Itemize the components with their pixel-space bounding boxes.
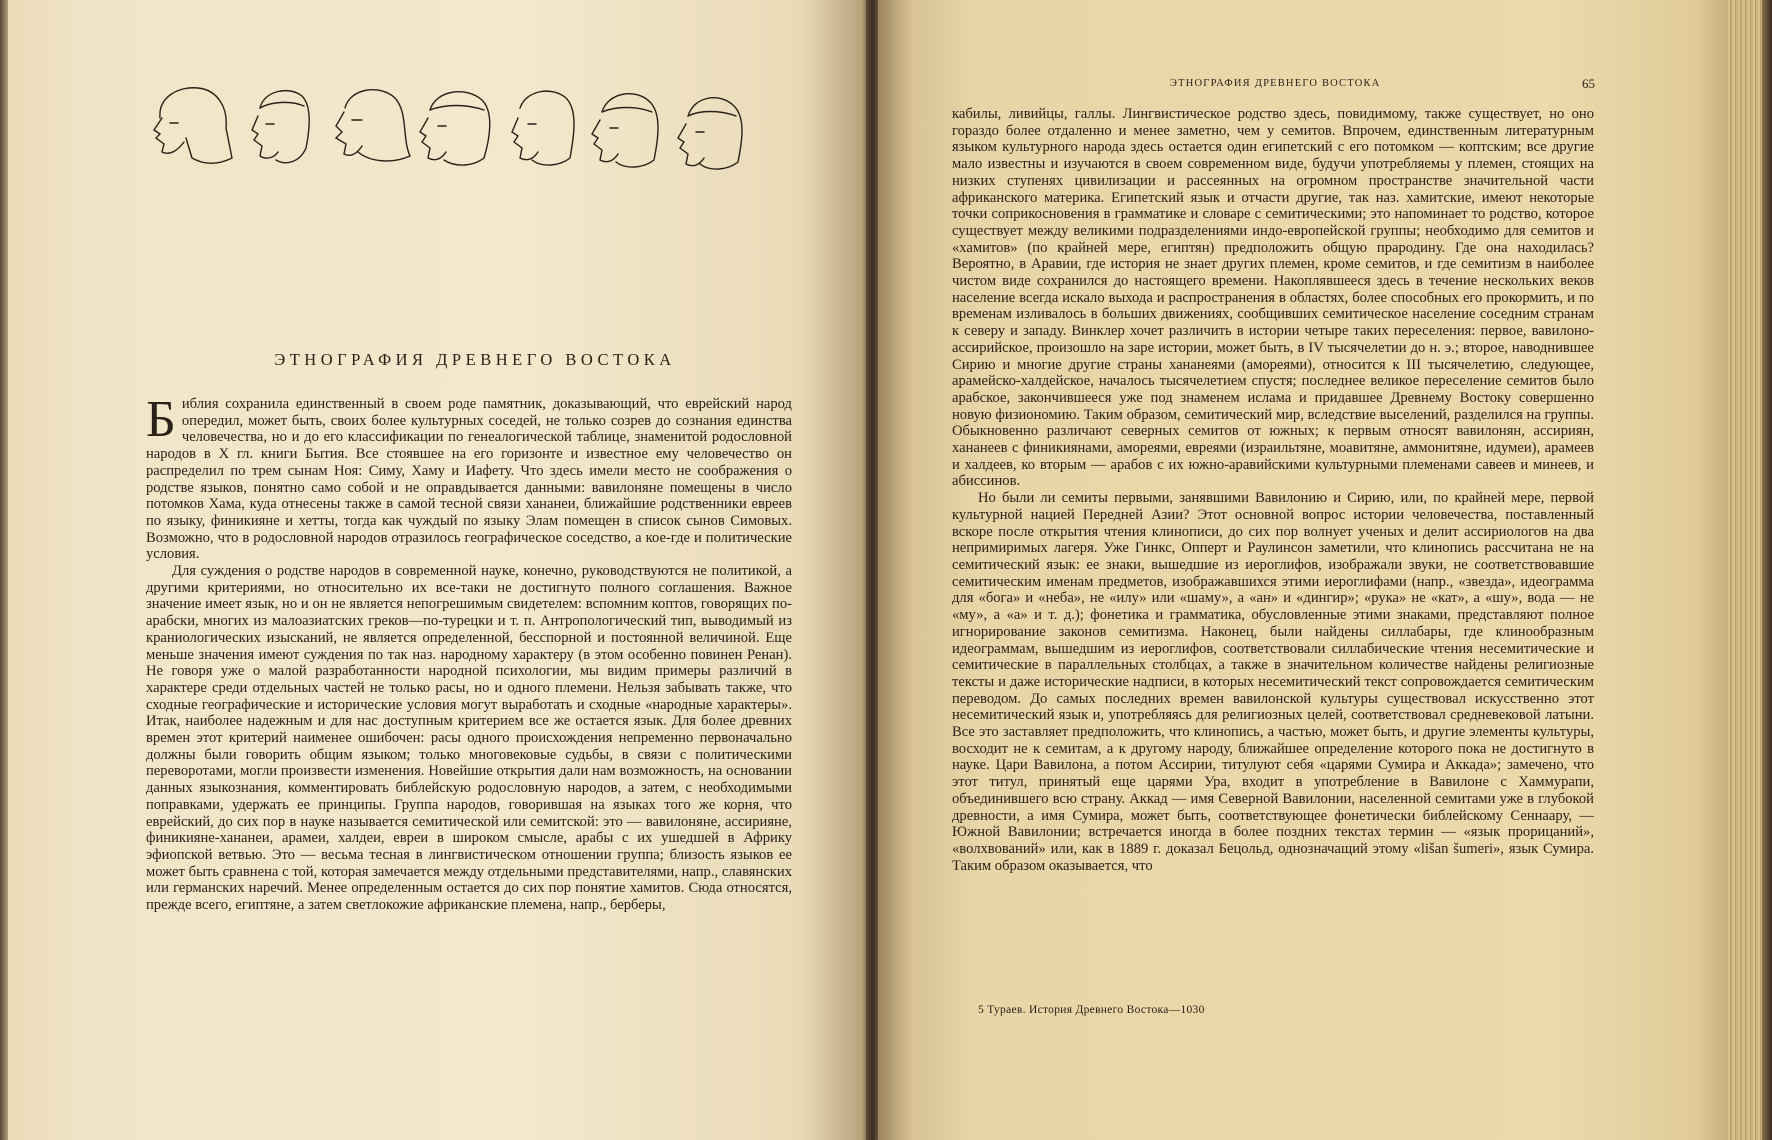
page-footer-signature: 5 Тураев. История Древнего Востока—1030 [978,1004,1205,1016]
paragraph-2: Для суждения о родстве народов в современной науке, конечно, руководствуются не политикой, а другими критериями, но относительно их все-таки не достигнуто полного соглашения. Важное значение имеет язык, но и он не является непогрешимым свидетелем: вспомним коптов, говорящих по-арабски, многих из малоазиатских греков—по-турецки и т. п. Антропологический тип, выводимый из краниологических изысканий, не является определенной, бесспорной и постоянной величиной. Еще меньше значения имеют суждения по так наз. народному характеру (в этом особенно повинен Ренан). Не говоря уже о малой разработанности народной психологии, мы видим примеры различий в характере среди отдельных частей не только расы, но и одного племени. Нельзя забывать также, что сходные географические и исторические условия могут выработать и сходные «народные характеры». Итак, наиболее надежным и для нас доступным критерием все же остается язык. Для более древних времен этот критерий наименее ошибочен: расы одного происхождения непременно первоначально должны были говорить общим языком; только многовековые судьбы, в связи с политическими переворотами, могли произвести изменения. Новейшие открытия дали нам возможность, на основании данных языкознания, комментировать библейскую родословную народов, а затем, с необходимыми поправками, удержать ее принципы. Группа народов, говорившая на языках того же корня, что еврейский, до сих пор в науке называется семитической или семитской: это — вавилоняне, ассирияне, финикияне-хананеи, арамеи, халдеи, евреи в широком смысле, арабы с их ушедшей в Африку эфиопской ветвью. Это — весьма тесная в лингвистическом отношении группа; близость языков ее может быть сравнена с той, которая замечается между отдельными представителями, напр., славянских или германских наречий. Менее определенным остается до сих пор понятие хамитов. Сюда относятся, прежде всего, египтяне, а затем светлокожие африканские племена, напр., берберы, [146,563,792,914]
ancient-heads-illustration [140,78,800,188]
right-body-text [952,106,1594,874]
paragraph-1-text: иблия сохранила единственный в своем роде памятник, доказывающий, что еврейский народ опередил, может быть, своих более культурных соседей, не только созрев до сознания единства человечества, но и до его классификации по генеалогической таблице, знаменитой родословной народов в X гл. книги Бытия. Все стоявшее на его горизонте и известное ему человечество он распределил по трем сынам Ноя: Симу, Хаму и Иафету. Что здесь имели место не соображения о родстве языков, понятно само собой и не оправдывается данными: вавилоняне помещены в число потомков Хама, куда отнесены также в самой тесной связи хананеи, ближайшие родственники евреев по языку, финикияне и хетты, тогда как чуждый по языку Элам помещен в список сынов Симовых. Возможно, что в родословной народов отразилось географическое соседство, а кое-где и политические условия. [146,396,792,563]
drop-cap: Б [146,391,176,448]
paragraph-1 [146,391,792,563]
heads-drawing-icon [140,78,800,188]
paragraph-3: кабилы, ливийцы, галлы. Лингвистическое родство здесь, повидимому, также существует, но оно гораздо более отдаленно и менее заметно, чем у семитов. Впрочем, единственным литературным языком культурного народа здесь остается один египетский с его потомком — коптским; все другие мало известны и изучаются в своем современном виде, будучи употребляемы у племен, стоящих на низких ступенях цивилизации и рассеянных на огромном пространстве значительной части африканского материка. Египетский язык и отчасти другие, так наз. хамитские, имеют некоторые точки соприкосновения в грамматике и словаре с семитическими; это напоминает то родство, которое существует между великими подразделениями индо-европейской группы; необходимо для семитов и «хамитов» (по крайней мере, египтян) предположить общую прародину. Где она находилась? Вероятно, в Аравии, где история не знает других племен, кроме семитов, и где семитизм в наиболее чистом виде сохранился до настоящего времени. Накоплявшееся здесь в течение нескольких веков население всегда искало выхода и распространения в областях, более способных его прокормить, и по временам изливалось в больших движениях, сообщивших семитическое население соседним странам к северу и западу. Винклер хочет различить в истории четыре таких переселения: первое, вавилоно-ассирийское, произошло на заре истории, может быть, в IV тысячелетии до н. э.; второе, наводнившее Сирию и многие другие страны хананеями (амореями), относится к III тысячелетию, следующее, арамейско-халдейское, началось тысячелетием спустя; последнее великое переселение семитов было арабское, закончившееся уже под знаменем ислама и придавшее Древнему Востоку совершенно новую физиономию. Таким образом, семитический мир, вследствие выселений, разделился на группы. Обыкновенно различают северных семитов от южных; к первым относят вавилонян, ассириян, хананеев с финикиянами, амореями, евреями (израильтяне, моавитяне, аммонитяне, идумеи), арамеев и халдеев, ко вторым — арабов с их южно-аравийскими культурными племенами савеев и минеев, и абиссинов. [952,106,1594,490]
page-number: 65 [1582,76,1595,91]
paragraph-4: Но были ли семиты первыми, занявшими Вавилонию и Сирию, или, по крайней мере, первой культурной нацией Передней Азии? Этот основной вопрос истории человечества, поставленный вскоре после открытия чтения клинописи, до сих пор волнует ученых и делит ассириологов на два непримиримых лагеря. Уже Гинкс, Опперт и Раулинсон заметили, что клинопись рассчитана не на семитический язык: ее знаки, вышедшие из иероглифов, изображали звуки, не соответствовавшие семитическим именам предметов, изображавшихся этими иероглифами (напр., «звезда», идеограмма для «бога» и «неба», не «илу» или «шаму», а «ан» и «дингир»; «рука» не «кат», а «шу», вода — не «му», а «а» и т. д.); фонетика и грамматика, обусловленные этими знаками, представляют полное игнорирование законов семитизма. Наконец, были найдены силлабары, где клинообразным идеограммам, вышедшим из иероглифов, соответствовали силлабические чтения несемитические и семитические в параллельных столбцах, а также в значительном количестве найдены религиозные тексты и даже исторические надписи, в которых несемитический текст сопровождается семитическим переводом. До самых последних времен вавилонской культуры существовал искусственно этот несемитический язык и, употребляясь для религиозных целей, соответствовал средневековой латыни. Все это заставляет предположить, что клинопись, а частью, может быть, и другие элементы культуры, восходит не к семитам, а к другому народу, ближайшее определение которого пока не достигнуто в науке. Цари Вавилона, а потом Ассирии, титулуют себя «царями Сумира и Аккада»; замечено, что этот титул, принятый еще царями Ура, входит в употребление в Вавилоне с Хаммурапи, объединившего всю страну. Аккад — имя Северной Вавилонии, населенной семитами уже в глубокой древности, а имя Сумира, может быть, соответствующее фонетически библейскому Сеннаару, — Южной Вавилонии; встречается иногда в более поздних текстах термин — «язык прорицаний», «волхвований» или, как в 1889 г. доказал Бецольд, однозначащий этому «lišan šumeri», язык Сумира. Таким образом оказывается, что [952,490,1594,874]
chapter-title: ЭТНОГРАФИЯ ДРЕВНЕГО ВОСТОКА [274,350,676,369]
running-head: ЭТНОГРАФИЯ ДРЕВНЕГО ВОСТОКА [1170,78,1381,89]
right-book-edge [1728,0,1772,1140]
left-body-text [146,391,792,914]
